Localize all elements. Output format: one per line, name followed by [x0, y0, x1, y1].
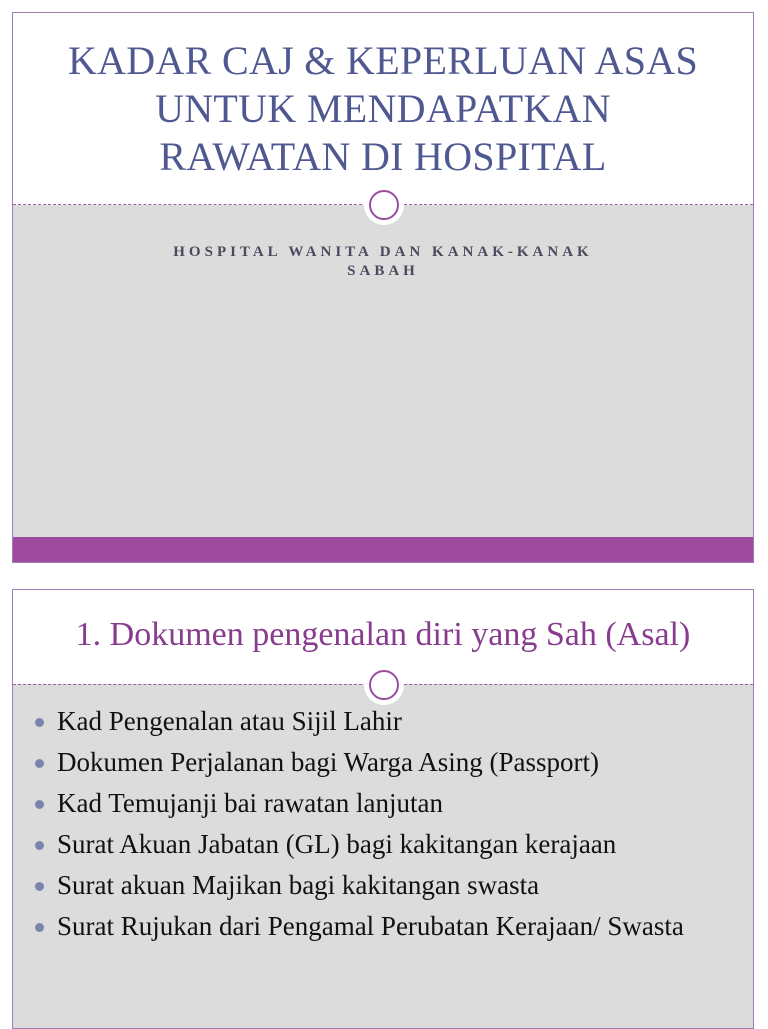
- bullet-item: Dokumen Perjalanan bagi Warga Asing (Passport): [33, 745, 745, 780]
- bullet-list: [33, 704, 745, 950]
- slide-1-title: [13, 37, 753, 181]
- subtitle-line: SABAH: [347, 263, 419, 279]
- title-line: RAWATAN DI HOSPITAL: [159, 134, 607, 179]
- slide-2-title: 1. Dokumen pengenalan diri yang Sah (Asal): [75, 616, 691, 653]
- circle-ornament-icon: [364, 185, 404, 225]
- slide-2: [12, 589, 754, 1029]
- title-line: KADAR CAJ & KEPERLUAN ASAS: [67, 38, 699, 83]
- bullet-item: Surat Akuan Jabatan (GL) bagi kakitangan kerajaan: [33, 827, 745, 862]
- bullet-item: Kad Temujanji bai rawatan lanjutan: [33, 786, 745, 821]
- bullet-item: Surat akuan Majikan bagi kakitangan swasta: [33, 868, 745, 903]
- subtitle-line: HOSPITAL WANITA DAN KANAK-KANAK: [173, 244, 593, 260]
- slide-1-subtitle: [13, 243, 753, 281]
- bullet-item: Kad Pengenalan atau Sijil Lahir: [33, 704, 745, 739]
- bullet-item: Surat Rujukan dari Pengamal Perubatan Kerajaan/ Swasta: [33, 909, 745, 944]
- accent-bar: [13, 537, 753, 563]
- slide-1: [12, 12, 754, 563]
- title-line: UNTUK MENDAPATKAN: [155, 86, 611, 131]
- circle-ornament-icon: [364, 665, 404, 705]
